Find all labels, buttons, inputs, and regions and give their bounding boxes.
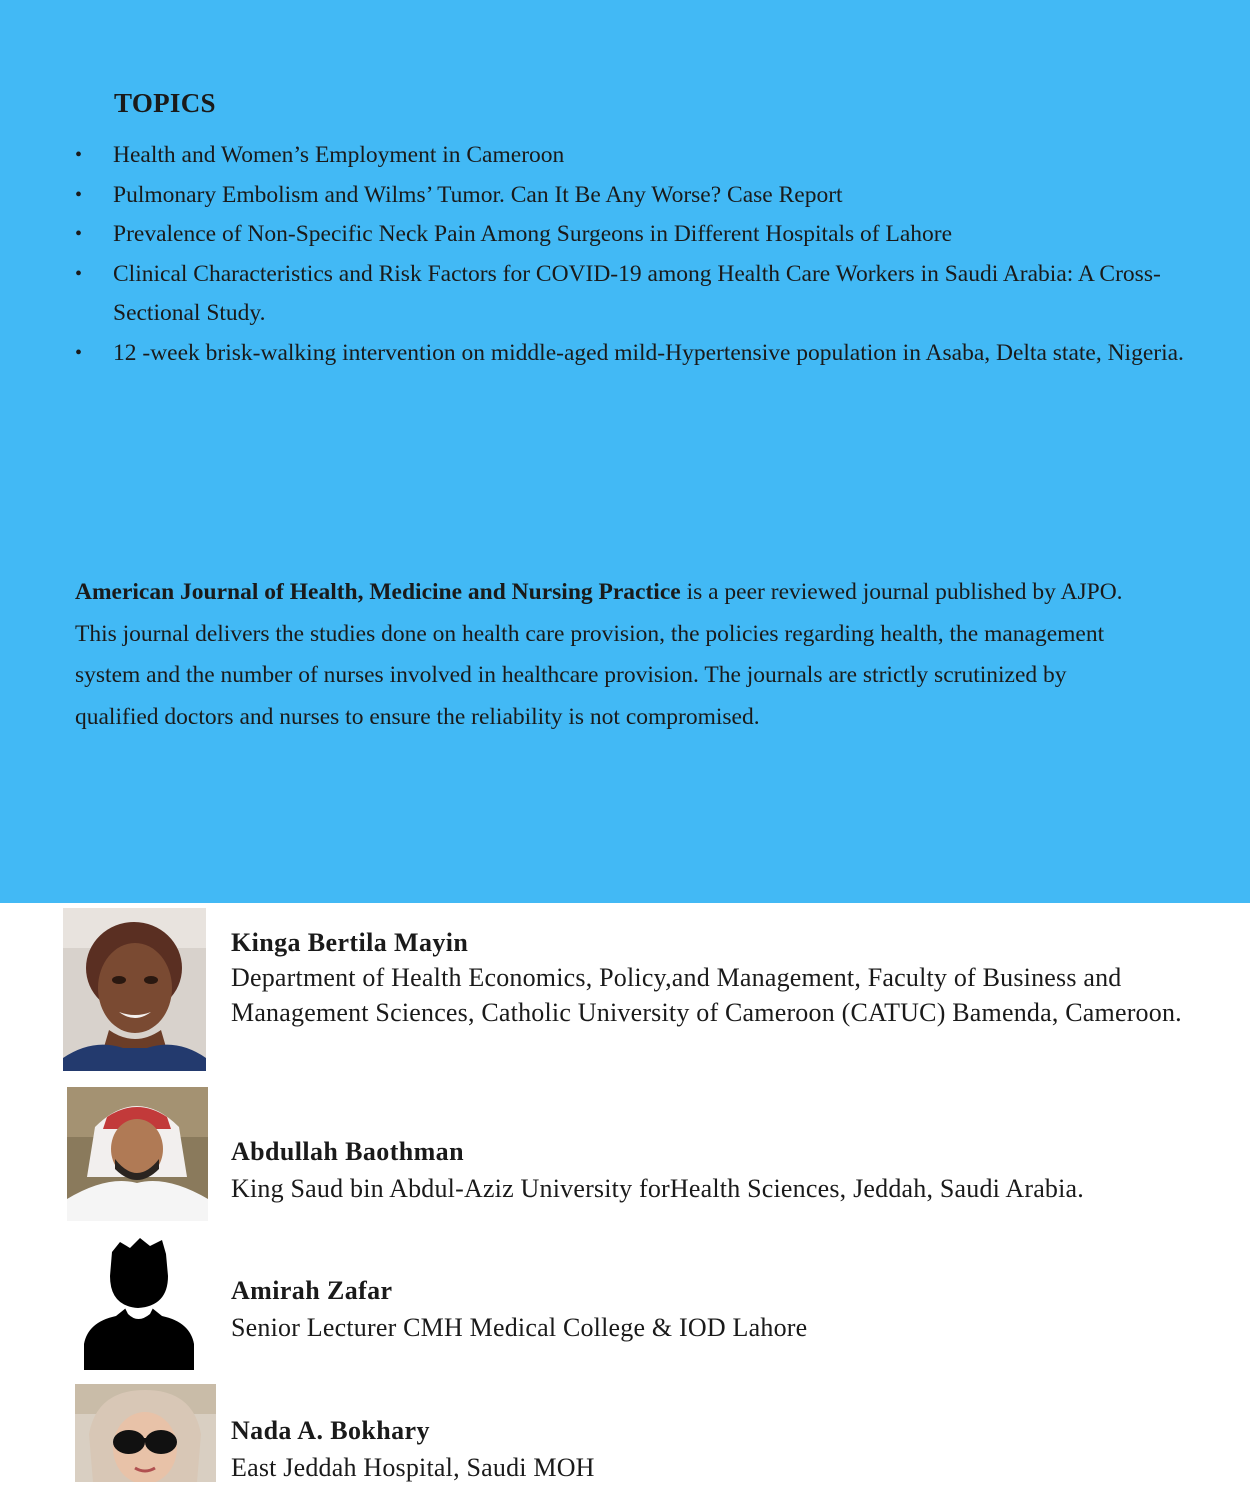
topic-item	[75, 255, 1185, 334]
topic-text: Clinical Characteristics and Risk Factors for COVID-19 among Health Care Workers in Saudi Arabia: A Cross-Sectional Study.	[113, 260, 1161, 326]
author-photo	[80, 1236, 198, 1372]
topic-item	[75, 136, 1185, 176]
topics-heading: TOPICS	[114, 88, 216, 118]
bullet-icon: •	[75, 223, 83, 245]
topic-item	[75, 176, 1185, 216]
topic-text: Prevalence of Non-Specific Neck Pain Among Surgeons in Different Hospitals of Lahore	[113, 221, 953, 247]
author-name: Kinga Bertila Mayin	[231, 928, 469, 957]
author-name: Amirah Zafar	[231, 1276, 393, 1305]
author-affiliation: Senior Lecturer CMH Medical College & IOD Lahore	[231, 1313, 808, 1342]
bullet-icon: •	[75, 341, 83, 364]
author-affiliation: King Saud bin Abdul-Aziz University forHealth Sciences, Jeddah, Saudi Arabia.	[231, 1174, 1084, 1203]
topic-item	[75, 215, 1185, 255]
author-affiliation: Department of Health Economics, Policy,and Management, Faculty of Business and Management Sciences, Catholic University of Cameroon (CATUC) Bamenda, Cameroon.	[231, 963, 1182, 1027]
author-photo	[75, 1384, 216, 1482]
journal-name: American Journal of Health, Medicine and Nursing Practice	[75, 579, 681, 605]
portrait-icon	[63, 908, 206, 1071]
topic-text: 12 -week brisk-walking intervention on middle-aged mild-Hypertensive population in Asaba, Delta state, Nigeria.	[113, 339, 1184, 366]
journal-description-text: is a peer reviewed journal published by AJPO. This journal delivers the studies done on health care provision, the policies regarding health, the management system and the number of nurses involved in healthcare provision. The journals are strictly scrutinized by qualified doctors and nurses to ensure the reliability is not compromised.	[75, 579, 1123, 731]
topics-list	[75, 136, 1185, 373]
author-name: Abdullah Baothman	[231, 1137, 464, 1166]
bullet-icon: •	[75, 144, 83, 166]
topic-text: Pulmonary Embolism and Wilms’ Tumor. Can It Be Any Worse? Case Report	[113, 181, 843, 208]
author-photo	[67, 1087, 208, 1221]
topic-item	[75, 334, 1185, 374]
bullet-icon: •	[75, 262, 83, 285]
journal-description	[75, 572, 1155, 739]
bullet-icon: •	[75, 183, 83, 206]
portrait-icon	[75, 1384, 216, 1482]
author-photo	[63, 908, 206, 1071]
author-affiliation: East Jeddah Hospital, Saudi MOH	[231, 1453, 595, 1482]
person-silhouette-icon	[80, 1236, 198, 1372]
author-name: Nada A. Bokhary	[231, 1416, 430, 1445]
portrait-icon	[67, 1087, 208, 1221]
topic-text: Health and Women’s Employment in Cameroon	[113, 142, 565, 168]
